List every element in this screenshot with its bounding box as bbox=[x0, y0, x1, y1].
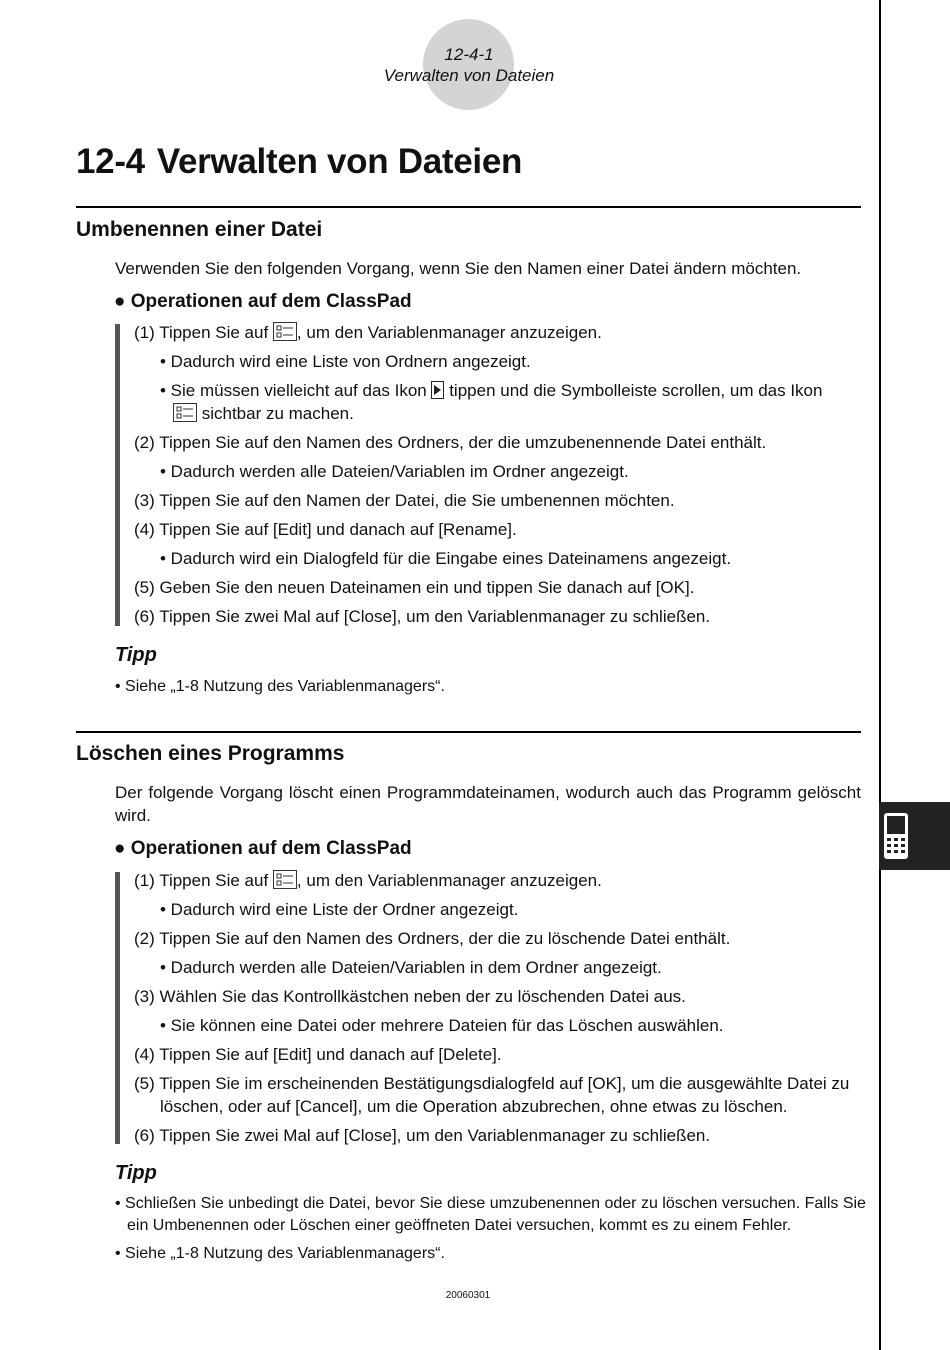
header-page-title: Verwalten von Dateien bbox=[383, 66, 555, 85]
step-1-note: • Dadurch wird eine Liste der Ordner angezeigt. bbox=[160, 900, 519, 919]
step-1: (1) Tippen Sie auf , um den Variablenmanager anzuzeigen. bbox=[134, 323, 602, 342]
section-rule bbox=[76, 206, 861, 208]
tipp-item: • Siehe „1-8 Nutzung des Variablenmanagers“. bbox=[115, 678, 445, 695]
header-page-number: 12-4-1 bbox=[444, 45, 494, 64]
step-1-note-2: • Sie müssen vielleicht auf das Ikon tippen und die Symbolleiste scrollen, um das Ikon sichtbar zu machen. bbox=[160, 381, 823, 423]
tipp-heading: Tipp bbox=[115, 644, 157, 666]
step-2-note: • Dadurch werden alle Dateien/Variablen im Ordner angezeigt. bbox=[160, 462, 629, 481]
tipp-item: • Schließen Sie unbedingt die Datei, bevor Sie diese umzubenennen oder zu löschen versuchen. Falls Sie ein Umbenennen oder Löschen einer geöffneten Datei versuchen, kommt es zu einem Fehler. bbox=[115, 1195, 866, 1234]
section-intro: Der folgende Vorgang löscht einen Programmdateinamen, wodurch auch das Programm gelöscht wird. bbox=[115, 783, 861, 825]
operations-heading: ● Operationen auf dem ClassPad bbox=[114, 838, 412, 859]
section-intro: Verwenden Sie den folgenden Vorgang, wenn Sie den Namen einer Datei ändern möchten. bbox=[115, 259, 802, 278]
step-1-note-1: • Dadurch wird eine Liste von Ordnern angezeigt. bbox=[160, 352, 531, 371]
section-heading-rename: Umbenennen einer Datei bbox=[76, 218, 323, 241]
tipp-item: • Siehe „1-8 Nutzung des Variablenmanagers“. bbox=[115, 1245, 445, 1262]
step-2-note: • Dadurch werden alle Dateien/Variablen in dem Ordner angezeigt. bbox=[160, 958, 662, 977]
step-2: (2) Tippen Sie auf den Namen des Ordners, der die zu löschende Datei enthält. bbox=[134, 929, 731, 948]
classpad-calculator-icon bbox=[883, 812, 909, 860]
chapter-tab bbox=[879, 802, 950, 870]
scroll-right-icon[interactable] bbox=[431, 381, 444, 399]
page-margin-line bbox=[879, 0, 881, 1350]
step-3-note: • Sie können eine Datei oder mehrere Dateien für das Löschen auswählen. bbox=[160, 1016, 724, 1035]
step-3: (3) Tippen Sie auf den Namen der Datei, die Sie umbenennen möchten. bbox=[134, 491, 675, 510]
section-heading-delete: Löschen eines Programms bbox=[76, 742, 345, 765]
step-3: (3) Wählen Sie das Kontrollkästchen neben der zu löschenden Datei aus. bbox=[134, 987, 686, 1006]
variable-manager-icon[interactable] bbox=[173, 403, 197, 422]
step-6: (6) Tippen Sie zwei Mal auf [Close], um den Variablenmanager zu schließen. bbox=[134, 607, 711, 626]
operations-heading: ● Operationen auf dem ClassPad bbox=[114, 291, 412, 312]
step-6: (6) Tippen Sie zwei Mal auf [Close], um den Variablenmanager zu schließen. bbox=[134, 1126, 711, 1145]
chapter-number: 12-4 bbox=[76, 142, 145, 181]
steps-bar bbox=[115, 872, 120, 1144]
variable-manager-icon[interactable] bbox=[273, 322, 297, 341]
chapter-title: Verwalten von Dateien bbox=[156, 142, 523, 181]
chapter-heading bbox=[76, 142, 522, 182]
steps-bar bbox=[115, 324, 120, 626]
tipp-heading: Tipp bbox=[115, 1162, 157, 1184]
variable-manager-icon[interactable] bbox=[273, 870, 297, 889]
footer-code: 20060301 bbox=[445, 1290, 491, 1301]
section-rule bbox=[76, 731, 861, 733]
step-1: (1) Tippen Sie auf , um den Variablenmanager anzuzeigen. bbox=[134, 871, 602, 890]
step-5: (5) Geben Sie den neuen Dateinamen ein und tippen Sie danach auf [OK]. bbox=[134, 578, 695, 597]
step-4-note: • Dadurch wird ein Dialogfeld für die Eingabe eines Dateinamens angezeigt. bbox=[160, 549, 732, 568]
step-5: (5) Tippen Sie im erscheinenden Bestätigungsdialogfeld auf [OK], um die ausgewählte Datei zu löschen, oder auf [Cancel], um die Operation abzubrechen, ohne etwas zu löschen. bbox=[134, 1074, 850, 1116]
step-2: (2) Tippen Sie auf den Namen des Ordners, der die umzubenennende Datei enthält. bbox=[134, 433, 767, 452]
step-4: (4) Tippen Sie auf [Edit] und danach auf [Delete]. bbox=[134, 1045, 502, 1064]
step-4: (4) Tippen Sie auf [Edit] und danach auf [Rename]. bbox=[134, 520, 517, 539]
